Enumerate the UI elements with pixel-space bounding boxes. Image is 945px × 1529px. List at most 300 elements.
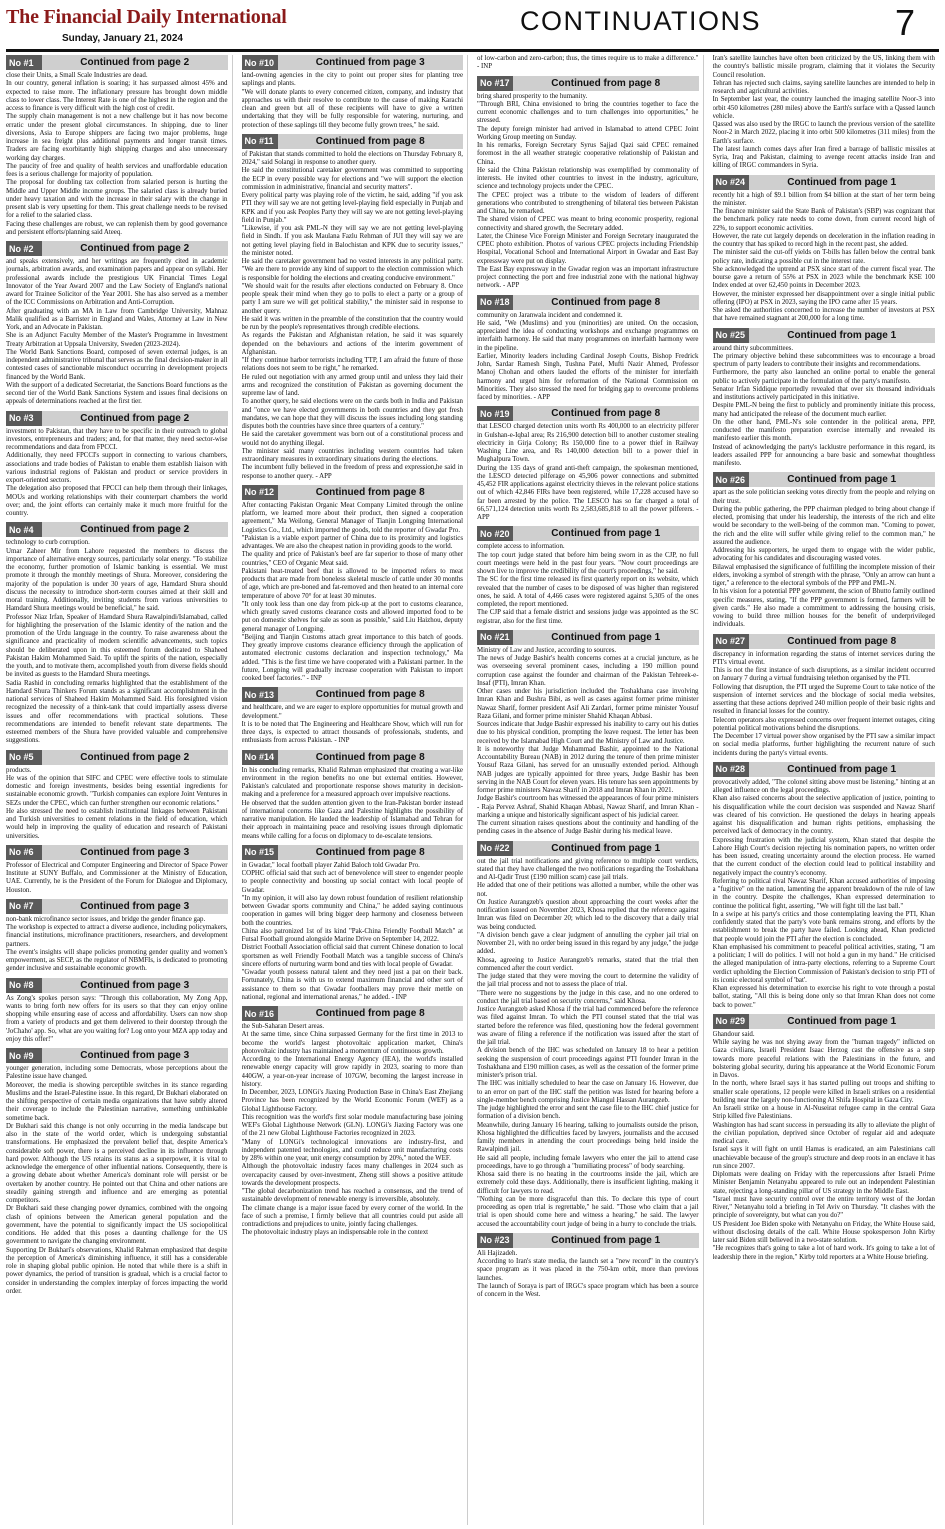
paper-name: The Financial Daily International <box>6 6 287 28</box>
article-paragraph: In his remarks, Foreign Secretary Syrus Sajjad Qazi said CPEC remained foremost in the all weather strategic cooperative relationship of Pakistan and China. <box>477 142 699 166</box>
article-paragraph: The climate change is a major issue faced by every corner of the world. In the face of such a premise, I firmly believe that all countries could put aside all contradictions and prejudices to unite, jointly facing challenges. <box>241 1204 463 1228</box>
article-paragraph: close their Units, a Small Scale Industries are dead. <box>6 72 148 79</box>
article-number: No #16 <box>242 1006 278 1021</box>
article <box>6 411 228 519</box>
article-number: No #5 <box>6 750 42 765</box>
article-paragraph: In December, 2023, LONGi's Jiaxing Production Base in China's East Zhejiang Province has been recognized by the World Economic Forum (WEF) as a Global Lighthouse Factory. <box>241 1089 463 1113</box>
article-paragraph: Khan expressed his determination to exercise his right to vote through a postal ballot, stating, "All this is being done only so that Imran Khan does not come back to power." <box>712 985 935 1009</box>
article-paragraph: Referring to political rival Nawaz Sharif, Khan accused authorities of imposing a "fugitive" on the nation, lamenting the apparent breakdown of the rule of law in the country. Despite the challenges, Khan expressed determination to continue the political fight, asserting, "We will fight till the last ball." <box>712 877 935 910</box>
masthead-rule <box>6 49 939 52</box>
article-paragraph: He said the constitutional caretaker government was committed to supporting the ECP in every possible way for elections and "we will support the election commission in administrative, financial and security matters". <box>241 167 463 191</box>
article-number: No #21 <box>477 630 513 645</box>
article-paragraph: land-owning agencies in the city to point out proper sites for planting tree saplings and plants. <box>241 72 463 88</box>
article-header <box>713 472 936 487</box>
article-body <box>477 55 699 72</box>
article-body <box>713 489 936 629</box>
article-paragraph: "Beijing and Tianjin Customs attach great importance to this batch of goods. They greatly improve customs clearance efficiency through the application of automated electronic customs declaration and inspection technology," Ma added. "This is the first time we have cooperated with a Pakistani partner. In the future, Longping will gradually increase cooperation with Pakistan to import cooked beef factories." - INP <box>241 633 463 682</box>
continued-from-label: Continued from page 1 <box>513 841 699 856</box>
article-paragraph: On the other hand, PML-N's sole contender in the political arena, PPP, conducted the manifesto preparation exercise internally and revealed its manifesto earlier this month. <box>712 418 935 443</box>
article-header <box>6 1048 228 1063</box>
continued-from-label: Continued from page 1 <box>513 1233 699 1248</box>
article-paragraph: In his vision for a potential PPP government, the scion of Bhutto family outlined specific measures, stating, "If the PPP government is formed, farmers will be given cards." He also made a commitment to addressing the housing crisis, vowing to build three million houses for the benefit of underprivileged individuals. <box>712 588 935 629</box>
article-header <box>477 1233 699 1248</box>
article-number: No #3 <box>6 411 42 426</box>
article-number: No #27 <box>713 634 749 649</box>
article-paragraph: Instead of acknowledging the party's lacklustre performance in this regard, its leaders assailed PPP for announcing a bare basic and somewhat thoughtless manifesto. <box>712 443 935 467</box>
article-paragraph: Umar Zaheer Mir from Lahore requested the members to discuss the importance of alternative energy sources, particularly solar energy. "To stabilize the economy, further promotion of Islamic banking is essential. We must promote it through the monthly meetings of Shura. Moreover, considering the majority of the population is under 30 years of age, Hamdard Shura should discuss the necessity to introduce short-term courses aimed at their skill and moral training. Additionally, inviting students from various universities to Hamdard Shura meetings would be beneficial," he said. <box>6 547 228 613</box>
article-paragraph: bring shared prosperity to the humanity. <box>477 92 588 100</box>
continued-from-label: Continued from page 2 <box>42 411 228 426</box>
article-paragraph: "Many of LONGi's technological innovations are industry-first, and independent patented technologies, and could reduce unit manufacturing costs by 28% within one year, unit energy consumption by 20%," noted the WEF. <box>241 1138 463 1162</box>
article-body <box>6 539 228 745</box>
article <box>477 406 699 522</box>
article <box>713 55 936 171</box>
column-2 <box>242 55 469 1525</box>
article-body <box>6 995 228 1045</box>
article-header <box>477 295 699 310</box>
article-body <box>6 1065 228 1296</box>
article-paragraph: China also patronized 1st of its kind "Pak-China Friendly Football Match" at Futsal Football ground alongside Marine Drive on September 14, 2022. <box>241 927 463 943</box>
article-paragraph: The minister said many countries including western countries had taken extraordinary measures in extraordinary situations during the elections. <box>241 447 463 463</box>
continued-from-label: Continued from page 3 <box>42 899 228 914</box>
article-paragraph: Following that disruption, the PTI urged the Supreme Court to take notice of the suspension of internet services and the blockage of social media websites, asserting that these actions deprived 240 million people of their basic rights and resulted in financial losses for the country. <box>712 683 935 716</box>
article-paragraph: She is an Adjunct Faculty Member of the Master's Programme in Investment Treaty Arbitration at Uppsala University, Sweden (2023-2024). <box>6 332 228 348</box>
article <box>713 472 936 629</box>
article-paragraph: The proposal for doubling tax collection from salaried person is hurting the Middle and Upper Middle income groups. The salaried class is already buried under heavy taxation and with the increase in their salary with the change in present slab is very upsetting for them. This great challenge needs to be revised for a relief to the salaried class. <box>6 179 228 220</box>
article-paragraph: "If they continue harbor terrorists including TTP, I am afraid the future of those relations does not seem to be right," he remarked. <box>241 357 463 373</box>
article-body <box>242 72 464 130</box>
article <box>6 1048 228 1296</box>
article-number: No #20 <box>477 526 513 541</box>
article-header <box>6 845 228 860</box>
article-paragraph: The quality and price of Pakistan's beef are far superior to those of many other countries," CEO of Organic Meat said. <box>241 551 463 567</box>
article-number: No #6 <box>6 845 42 860</box>
article-paragraph: The event's insights will shape policies promoting gender quality and women's empowerment, as SECP, as the regulator of NBMFIs, is dedicated to promoting gender inclusive and sustainable economic growth. <box>6 948 228 973</box>
article-paragraph: US President Joe Biden spoke with Netanyahu on Friday, the White House said, without disclosing details of the call. White House spokesperson John Kirby later said Biden still believed in a two-state solution. <box>712 1220 935 1244</box>
article-header <box>242 55 464 70</box>
article <box>242 485 464 684</box>
article-paragraph: The shared vision of CPEC was meant to bring economic prosperity, regional connectivity and shared growth, the Secretary added. <box>477 216 699 232</box>
page-number: 7 <box>895 2 916 43</box>
article-paragraph: Meanwhile, during January 16 hearing, talking to journalists outside the prison, Khosa highlighted the difficulties faced by lawyers, journalists and the accused family members in attending the court proceedings being held inside the Rawalpindi jail. <box>477 1121 699 1154</box>
continued-from-label: Continued from page 8 <box>278 750 464 765</box>
continued-from-label: Continued from page 1 <box>513 630 699 645</box>
article-paragraph: The photovoltaic industry plays an indispensable role in the context <box>241 1229 429 1237</box>
column-4 <box>713 55 940 1525</box>
article-body <box>713 345 936 469</box>
article-body <box>477 1250 699 1300</box>
article-header <box>713 762 936 777</box>
article-paragraph: "Israel must have security control over the entire territory west of the Jordan River," Netanyahu told a briefing in Tel Aviv on Thursday. "It clashes with the principle of sovereignty, but what can you do?" <box>712 1195 935 1220</box>
article-header <box>713 1014 936 1029</box>
article-paragraph: Furthermore, the party also launched an online portal to enable the general public to actively participate in the formulation of the party's manifesto. <box>712 369 935 385</box>
article-paragraph: The primary objective behind these subcommittees was to encourage a broad spectrum of party leaders to contribute their insights and recommendations. <box>712 352 935 368</box>
article-paragraph: "He recognizes that's going to take a lot of hard work. It's going to take a lot of leadership there in the region," Kirby told reporters at a White House briefing. <box>712 1245 935 1261</box>
article-paragraph: It is to be noted that The Engineering and Healthcare Show, which will run for three days, is expected to attract thousands of professionals, students, and enthusiasts from across Pakistan. - INP <box>241 720 463 745</box>
article-paragraph: At the same time, since China surpassed Germany for the first time in 2013 to become the world's largest photovoltaic application market, China's photovoltaic industry has maintained a momentum of continuous growth. <box>241 1031 463 1055</box>
article-paragraph: A division bench of the IHC was scheduled on January 18 to hear a petition seeking the suspension of court proceedings against PTI founder Imran in the Toshakhana and £190 million cases, as well as the cessation of the former prime minister's prison trial. <box>477 1047 699 1079</box>
article-paragraph: The delegation also proposed that FPCCI can help them through their linkages, MOUs and working relationships with their counterpart chambers the world over; and, the joint efforts can certainly make it much more fruitful for the country. <box>6 485 228 517</box>
article-number: No #18 <box>477 295 513 310</box>
article-paragraph: The supply chain management is not a new challenge but it has now become erratic under the present global circumstances. In shipping, due to liner diversions, Asia to Europe shippers are facing two major problems, huge increase in sea freight plus additional payments and longer transit times. Traders are facing exorbitantly high shipping charges and also unnecessary working day charges. <box>6 113 228 162</box>
continued-from-label: Continued from page 8 <box>278 687 464 702</box>
article-header <box>477 630 699 645</box>
article-paragraph: According to Iran's state media, the launch set a "new record" in the country's space program as it was placed in the 750-km orbit, more than previous launches. <box>477 1258 699 1282</box>
article <box>6 241 228 407</box>
article-paragraph: provocatively added, "The colonel sitting above must be listening," hinting at an alleged influence on the legal proceedings. <box>712 778 935 794</box>
article-body <box>6 258 228 407</box>
article-paragraph: Iran's satellite launches have often been criticized by the US, linking them with the country's ballistic missile program, claiming that it violates the Security Council resolution. <box>712 55 935 79</box>
article-number: No #9 <box>6 1048 42 1063</box>
article-number: No #13 <box>242 687 278 702</box>
article-paragraph: Pakistani heat-treated beef that is allowed to be imported refers to meat products that are made from boneless skeletal muscle of cattle under 30 months of age, which are pre-boned and fat-removed and then heated to an internal core temperature of above 70° for at least 30 minutes. <box>241 567 463 600</box>
article <box>477 526 699 626</box>
article-paragraph: recently hit a high of $9.1 billion from $4 billion at the start of her term being the minister. <box>712 191 935 207</box>
article-paragraph: The judge highlighted the error and sent the case file to the IHC chief justice for formation of a division bench. <box>477 1105 699 1121</box>
article-number: No #25 <box>713 328 749 343</box>
article <box>477 841 699 1229</box>
article-paragraph: Facing these challenges are robust, we can replenish them by good governance and persistent efforts/planning said Ateeq. <box>6 220 228 236</box>
article-paragraph: of Pakistan that stands committed to hold the elections on Thursday February 8, 2024," said Solangi in response to another query. <box>241 150 463 166</box>
article-number: No #15 <box>242 845 278 860</box>
article <box>6 750 228 841</box>
article-paragraph: The deputy foreign minister had arrived in Islamabad to attend CPEC Joint Working Group meeting on Sunday. <box>477 125 699 141</box>
issue-date: Sunday, January 21, 2024 <box>62 33 183 44</box>
article-paragraph: The workshop is expected to attract a diverse audience, including policymakers, financial institutions, microfinance practitioners, researchers, and development partners. <box>6 924 228 948</box>
article-paragraph: According to the International Energy Agency (IEA), the world's installed renewable energy capacity will grow rapidly in 2023, soaring to more than 440GW, a year-on-year increase of 107GW, becoming the largest increase in history. <box>241 1056 463 1088</box>
article-header <box>242 750 464 765</box>
masthead <box>0 0 945 58</box>
continued-from-label: Continued from page 2 <box>42 750 228 765</box>
article <box>713 328 936 469</box>
article-number: No #29 <box>713 1014 749 1029</box>
article-paragraph: He said, "We (Muslims) and you (minorities) are united. On the occasion, appreciated the idea of conducting workshops and exchange programmes on interfaith harmony. He said that many programmes on interfaith harmony were in the pipeline. <box>477 319 699 352</box>
article-paragraph: in Gwadar," local football player Zahid Baloch told Gwadar Pro. <box>241 861 420 869</box>
article-paragraph: He also stressed the need to establish institutional linkages between Pakistani and Turkish universities to cement relations in the field of education, which would help in improving the quality of education and research of Pakistani universities. <box>6 807 228 840</box>
article <box>242 1006 464 1238</box>
article-header <box>6 978 228 993</box>
article-paragraph: He said the caretaker government had no vested interests in any political party. "We are there to provide any kind of support to the election commission which is responsible for holding the elections and creating conducive environment." <box>241 258 463 282</box>
column-3 <box>477 55 704 1525</box>
article-paragraph: The judge stated that they were moving the court to determine the validity of the jail trial process and not to assess the place of trial. <box>477 973 699 989</box>
article-paragraph: The top court judge stated that before him being sworn in as the CJP, no full court meetings were held in the past four years. "Now court proceedings are shown live to improve the credibility of the court's proceedings," he said. <box>477 551 699 575</box>
article-paragraph: To another query, he said elections were on the cards both in India and Pakistan and "once we have elected governments in both countries and they got fresh mandates, we can hope that they will discuss the issues including long standing disputes both the countries have since three quarters of a century." <box>241 398 463 430</box>
article-paragraph: Ghandour said. <box>712 1030 755 1038</box>
article-number: No #26 <box>713 472 749 487</box>
article-paragraph: The East Bay expressway in the Gwadar region was an important infrastructure project connecting the port and free industrial zone with the national highway network. - APP <box>477 265 699 290</box>
article-paragraph: In his concluding remarks, Khalid Rahman emphasized that creating a war-like environment in the region benefits no one but external entities. However, Pakistan's calculated and proportionate response shows maturity in decision-making and a preference for a measured approach over impulsive reactions. <box>241 766 463 799</box>
article-number: No #7 <box>6 899 42 914</box>
article-paragraph: Judge Bashir's courtroom has witnessed the appearances of four prime ministers - Raja Pervez Ashraf, Shahid Khaqan Abbasi, Nawaz Sharif, and Imran Khan - marking a unique and historically significant aspect of his judicial career. <box>477 795 699 819</box>
article-paragraph: "In my opinion, it will also lay down robust foundation of resilient relationship between Gwadar sports community and China," he added saying continuous cooperation in games will bring bigger deep harmony and closeness between both the countries. <box>241 894 463 927</box>
article-paragraph: apart as the sole politician seeking votes directly from the people and relying on their trust. <box>712 489 935 505</box>
article-paragraph: and healthcare, and we are eager to explore opportunities for mutual growth and development." <box>241 704 463 720</box>
article-paragraph: An Israeli strike on a house in Al-Nuseirat refugee camp in the central Gaza Strip killed five Palestinians. <box>712 1105 935 1121</box>
article <box>477 630 699 837</box>
article-paragraph: He added that one of their petitions was allotted a number, while the other was not. <box>477 882 699 898</box>
article <box>6 845 228 895</box>
section-title: CONTINUATIONS <box>520 6 761 36</box>
article-header <box>242 485 464 500</box>
article <box>713 1014 936 1262</box>
article-paragraph: Israel says it will fight on until Hamas is eradicated, an aim Palestinians call unachievable because of the group's structure and deep roots in an enclave it has run since 2007. <box>712 1146 935 1170</box>
article-header <box>242 1006 464 1021</box>
article-header <box>713 634 936 649</box>
article-paragraph: District Football Association official said that current Chinese donation to local sportsmen as well Friendly Football Match was a tangible success of China's sincere efforts of nurturing warm bond and ties with local people of Gwadar. <box>241 944 463 968</box>
article-body <box>713 192 936 324</box>
article <box>242 134 464 481</box>
continued-from-label: Continued from page 2 <box>42 55 228 70</box>
article-paragraph: In our country, general inflation is soaring; it has surpassed almost 45% and expected to raise more. The inflationary pressure has brought down middle class to lower class. The Interest Rate is one of the highest in the region and the access to finance is very difficult with the high cost of credit. <box>6 80 228 112</box>
article-number: No #24 <box>713 175 749 190</box>
continued-from-label: Continued from page 1 <box>513 526 699 541</box>
article-body <box>713 55 936 171</box>
article-paragraph: Additionally, they need FPCCI's support in connecting to various chambers, associations and trade bodies of Pakistan to enable them establish liaison with various industrial regions of Pakistan and product or service providers in export-oriented sectors. <box>6 452 228 484</box>
article-paragraph: The minister said the cut-off yields on T-bills has fallen below the central bank policy rate, indicating a possible cut in the interest rate. <box>712 249 935 265</box>
article-paragraph: community on Jaranwala incident and condemned it. <box>477 311 623 319</box>
article-body <box>242 704 464 745</box>
article-paragraph: Khan emphasised his commitment to peaceful political activities, stating, "I am a politician; I will do politics. I will not hold a gun in my hand." He criticised the alleged manipulation of intra-party elections, referring to a Supreme Court verdict upholding the Election Commission of Pakistan's decision to strip PTI of its iconic electoral symbol of 'bat'. <box>712 943 935 984</box>
article-paragraph: The finance minister said the State Bank of Pakistan's (SBP) was cognizant that the benchmark policy rate needs to come down, from current record high of 22%, to support economic activities. <box>712 208 935 232</box>
article-paragraph: Earlier, Minority leaders including Cardinal Joseph Coutts, Bishop Fredrick John, Sardar Ramesh Singh, Tushna Patel, Mufti Nazir Ahmed, Professor Manoj Chohan and others lauded the efforts of the minister for interfaith harmony and urged him for reformation of the National Commission on Minorities. They also stressed the need for bridging gap to overcome problems faced by minorities. - APP <box>477 352 699 401</box>
continued-from-label: Continued from page 3 <box>42 845 228 860</box>
article-paragraph: The incumbent fully believed in the freedom of press and expression,he said in response to another query. - APP <box>241 464 463 480</box>
article-paragraph: He said all people, including female lawyers who enter the jail to attend case proceedings, have to go through a "humiliating process" of body searching. <box>477 1154 699 1170</box>
article-paragraph: that LESCO charged detection units worth Rs 400,000 to an electricity pilferer in Gulshan-e-Iqbal area; Rs 216,900 detection bill to another customer stealing electricity in Girja Colony; Rs 150,000 fine to a power thief in Railway Washing Line area, and Rs 140,000 detection bill to a power thief in Mughalpura Town. <box>477 423 699 464</box>
article-paragraph: Sources indicate that Judge Bashir expressed his inability to carry out his duties due to his physical condition, prompting the leave request. The letter has been received by the Islamabad High Court and the Ministry of Law and Justice. <box>477 721 699 745</box>
article-number: No #8 <box>6 978 42 993</box>
article-number: No #2 <box>6 241 42 256</box>
continued-from-label: Continued from page 8 <box>513 76 699 91</box>
article-paragraph: The CJP said that a female district and sessions judge was appointed as the SC registrar, also for the first time. <box>477 609 699 625</box>
article-body <box>6 916 228 974</box>
article-paragraph: The December 17 virtual power show organised by the PTI saw a similar impact on social media platforms, further highlighting the recurrent nature of such incidents during the party's virtual events. <box>712 733 935 757</box>
article-paragraph: With the support of a dedicated Secretariat, the Sanctions Board functions as the second tier of the World Bank Sanctions System and issues final decisions on appeals of determinations reached at the first tier. <box>6 381 228 406</box>
article-paragraph: The news of Judge Bashir's health concerns comes at a crucial juncture, as he was overseeing several prominent cases, including a 190 million pound corruption case against the founder and chairman of the Pakistan Tehreek-e-Insaf (PTI), Imran Khan. <box>477 655 699 687</box>
article-number: No #14 <box>242 750 278 765</box>
article-number: No #12 <box>242 485 278 500</box>
article-paragraph: Moreover, the media is showing perceptible switches in its stance regarding Muslims and the Israel-Palestine issue. In this regard, Dr Bukhari elaborated on the shifting perspective of certain media organizations that have subtly altered their coverage to include the Palestinian narrative, something unthinkable sometime back. <box>6 1081 228 1122</box>
article-paragraph: products. <box>6 766 32 774</box>
article-body <box>242 151 464 481</box>
article-body <box>477 423 699 522</box>
article-paragraph: Professor Niaz Irfan, Speaker of Hamdard Shura Rawalpindi/Islamabad, called for highlighting the preservation of the Islamic identity of the nation and the promotion of the Urdu language in the country. To raise awareness about the significance and practicality of modern scientific advancements, such topics should be deliberated upon in this esteemed forum dedicated to Shaheed Pakistan Hakim Mohammed Said. To uplift the spirits of the nation, especially the youth, and to motivate them, accomplished youth from diverse fields should be invited as guests to the Hamdard Shura meetings. <box>6 613 228 679</box>
continued-from-label: Continued from page 8 <box>513 295 699 310</box>
article <box>713 175 936 324</box>
article-paragraph: As regards the Pakistan and Afghanistan relation, he said it was squarely depended on the behaviours and actions of the interim government of Afghanistan. <box>241 332 463 356</box>
article-paragraph: He said it was written in the preamble of the constitution that the country would be run by the people's representatives through credible elections. <box>241 315 463 331</box>
article-body <box>6 72 228 237</box>
article-paragraph: Khosa said there is no heating in the courtrooms inside the jail, which are extremely cold these days. Additionally, there is insufficient lighting, making it difficult for lawyers to read. <box>477 1171 699 1195</box>
article-paragraph: "A division bench gave a clear judgment of annulling the cypher jail trial on November 21, with no order being issued in this regard by any judge," the judge added. <box>477 931 699 956</box>
article-number: No #23 <box>477 1233 513 1248</box>
article-paragraph: Khosa, agreeing to Justice Aurangzeb's remarks, stated that the trial then commenced after the court verdict. <box>477 956 699 972</box>
article <box>242 845 464 1002</box>
article-paragraph: technology to curb corruption. <box>6 539 90 547</box>
article-paragraph: Qassed was also used by the IRGC to launch the previous version of the satellite Noor-2 in March 2022, placing it into orbit 500 kilometres (311 miles) from the Earth's surface. <box>712 121 935 145</box>
article-paragraph: The current situation raises questions about the continuity and handling of the pending cases in the absence of Judge Bashir during his medical leave. <box>477 820 699 836</box>
article-header <box>6 241 228 256</box>
article-paragraph: During the 135 days of grand anti-theft campaign, the spokesman mentioned, the LESCO detected pilferage on 45,906 power connections and submitted 45,452 FIR applications against electricity thieves in the relevant police stations out of which 42,846 FIRs have been registered, while 17,228 accused have so far been arrested by the police. The LESCO has so far charged a total of 66,571,124 detection units worth Rs 2,583,685,818 to all the power pilferers. - APP <box>477 464 699 521</box>
article-header <box>6 55 228 70</box>
article-body <box>477 858 699 1229</box>
article <box>242 750 464 841</box>
article-body <box>6 862 228 895</box>
article-paragraph: On Justice Aurangzeb's question about approaching the court weeks after the notification issued on November 2023, Khosa replied that the reference against Imran was filed on December 20; which led to the discovery that a daily trial was being conducted. <box>477 898 699 931</box>
article-body <box>6 428 228 519</box>
article-paragraph: He said the caretaker government was born out of a constitutional process and would not do anything illegal. <box>241 431 463 447</box>
article-paragraph: The IHC was initially scheduled to hear the case on January 16. However, due to an error on part of the IHC staff the petition was listed for hearing before a single-member bench comprising Justice Miangul Hassan Aurangzeb. <box>477 1080 699 1104</box>
article-number: No #10 <box>242 55 278 70</box>
article-paragraph: Telecom operators also expressed concerns over frequent internet outages, citing potential political motivations behind the disruptions. <box>712 716 935 732</box>
article-body <box>242 502 464 684</box>
article-paragraph: Sadia Rashid in concluding remarks highlighted that the establishment of the Hamdard Shura Thinkers Forum stands as a significant accomplishment in the national services of Shaheed Hakim Mohammed Said. His foresighted vision recognized the necessity of a think-tank that could impartially assess diverse issues and offer recommendations with practical solutions. These recommendations are intended to benefit relevant state departments. The esteemed members of the Shura have provided valuable and comprehensive suggestions. <box>6 679 228 745</box>
article-paragraph: Washington has had scant success in persuading its ally to alleviate the plight of the civilian population, deprived since October of regular aid and adequate medical care. <box>712 1121 935 1145</box>
article-paragraph: non-bank microfinance sector issues, and bridge the gender finance gap. <box>6 915 206 923</box>
article <box>6 522 228 745</box>
article-body <box>242 1023 464 1238</box>
article-paragraph: "We should wait for the results after elections conducted on February 8. Once people speak their mind when they go to polls to elect a party or a group of party I am sure we will get political stability," the minister said in response to another query. <box>241 282 463 315</box>
article-paragraph: younger generation, including some Democrats, whose perceptions about the Palestine issue have changed. <box>6 1065 228 1081</box>
article-number: No #11 <box>242 134 278 149</box>
article-columns <box>6 55 939 1525</box>
continued-from-label: Continued from page 8 <box>278 845 464 860</box>
article-paragraph: "Pakistan is a viable export partner of China due to its proximity and logistics advantages. We are also the cheapest nation in providing goods to the world. <box>241 534 463 550</box>
article-paragraph: Despite PML-N being the first to publicly and prominently initiate this process, many had anticipated the release of the document much earlier. <box>712 402 935 418</box>
article-body <box>242 767 464 841</box>
article-header <box>242 687 464 702</box>
article-paragraph: "Likewise, if you ask PML-N they will say we are not getting level-playing field in Sindh. If you ask Maulana Fazlu Rehman of JUI they will say we are not getting level playing field in Balochistan and KPK due to security issues," the minister noted. <box>241 225 463 257</box>
article-paragraph: Diplomats were dealing on Friday with the repercussions after Israeli Prime Minister Benjamin Netanyahu appeared to rule out an independent Palestinian state, rejecting a long-standing pillar of US strategy in the Middle East. <box>712 1171 935 1195</box>
article-paragraph: In the north, where Israel says it has started pulling out troops and shifting to smaller scale operations, 12 people were killed in Israeli strikes on a residential building near the largely non-functioning Al Shifa Hospital in Gaza City. <box>712 1080 935 1104</box>
article-body <box>6 767 228 841</box>
article <box>6 55 228 237</box>
article-paragraph: Later, the Chinese Vice Foreign Minister and Foreign Secretary inaugurated the CPEC photo exhibition. Photos of various CPEC projects including Friendship Hospital, Vocational School and International Airport in Gwadar and East Bay expressway were put on display. <box>477 232 699 265</box>
article-header <box>6 522 228 537</box>
continued-from-label: Continued from page 8 <box>278 485 464 500</box>
article-paragraph: Expressing frustration with the judicial system, Khan stated that despite the Lahore High Court's decision rejecting his nomination papers, no written order has been issued, creating uncertainty around the election process. He warned that the current conduct of the election could lead to political instability and negatively impact the country's economy. <box>712 836 935 877</box>
continued-from-label: Continued from page 1 <box>749 1014 936 1029</box>
article-paragraph: around thirty subcommittees. <box>712 344 794 352</box>
article-paragraph: The paucity of free and quality of health services and unaffordable education fees is a serious challenge for majority of population. <box>6 162 228 178</box>
article <box>6 978 228 1045</box>
article-paragraph: the Sub-Saharan Desert areas. <box>241 1023 325 1030</box>
article-paragraph: Tehran has rejected such claims, saying satellite launches are intended to help in research and agricultural activities. <box>712 79 935 95</box>
article-paragraph: discrepancy in information regarding the status of internet services during the PTI's virtual event. <box>712 650 935 666</box>
article-body <box>242 862 464 1002</box>
continued-from-label: Continued from page 2 <box>42 241 228 256</box>
article <box>242 687 464 745</box>
article-number: No #1 <box>6 55 42 70</box>
article-paragraph: The CPEC project was a tribute to the wisdom of leaders of different generations who contributed to strengthening of bilateral ties between Pakistan and China, he remarked. <box>477 191 699 215</box>
article-header <box>6 411 228 426</box>
article <box>477 76 699 291</box>
article-paragraph: In September last year, the country launched the imaging satellite Noor-3 into orbit 450 kilometres (280 miles) above the Earth's surface with a Qassed launch vehicle. <box>712 96 935 120</box>
article-paragraph: "It only took less than one day from pick-up at the port to customs clearance, which greatly saved customs clearance costs and allowed imported food to be put on domestic shelves for sale as soon as possible," said Liu Haizhou, deputy general manager of Longping. <box>241 600 463 633</box>
continued-from-label: Continued from page 1 <box>749 472 936 487</box>
article-paragraph: Dr Bukhari said these changing power dynamics, combined with the ongoing clash of opinions between the American general population and the government, have the potential to significantly impact the US sociopolitical conditions. He added that this poses a daunting challenge for the US government to navigate the changing environment. <box>6 1205 228 1246</box>
article <box>477 55 699 72</box>
article <box>6 899 228 974</box>
article-paragraph: "The global decarbonization trend has reached a consensus, and the trend of sustainable development of renewable energy is irreversible, absolutely. <box>241 1188 463 1204</box>
article-header <box>242 845 464 860</box>
article-paragraph: Justice Aurangzeb asked Khosa if the trial had commenced before the reference was filed against Imran. To which the PTI counsel stated that the trial was started before the reference was filed, questioning how the federal government was aware of filing a reference if the notification was issued after the start of the jail trial. <box>477 1006 699 1046</box>
article-paragraph: Addressing his supporters, he urged them to engage with the wider public, advocating for his candidates and discouraging wasted votes. <box>712 547 935 563</box>
article-header <box>477 841 699 856</box>
article-paragraph: out the jail trial notifications and giving reference to multiple court verdicts, stated that they have challenged the two notifications regarding the Toshakhana and Al-Qadir Trust (£190 million scam) case jail trials. <box>477 857 699 881</box>
article-paragraph: During the public gathering, the PPP chairman pledged to bring about change if elected, promising that under his leadership, the interests of the rich and elite would be secondary to the well-being of the common man. "Coming to power, the rich and the elite will suffer while giving relief to the common man," he assured the audience. <box>712 505 935 546</box>
article-header <box>477 406 699 421</box>
article-paragraph: Professor of Electrical and Computer Engineering and Director of Space Power Institute at SUNY Buffalo, and Commissioner at the Ministry of Education, UAE. Currently, he is the President of the Forum for Dialogue and Diplomacy, Houston. <box>6 861 228 894</box>
article-header <box>477 76 699 91</box>
article-paragraph: of low-carbon and zero-carbon; thus, the times require us to make a difference." - INP <box>477 55 699 71</box>
continued-from-label: Continued from page 8 <box>278 1006 464 1021</box>
article-paragraph: and speaks extensively, and her writings are frequently cited in academic journals, arbitration awards, and examination papers and appear on syllabi. Her professional awards include the prestigious UK Financial Times Legal Innovator of the Year Award 2007 and the Law Society of England's national award for Trainee Solicitor of the Year 2001. She has also served as a member of the ICC Commissions on Arbitration and Anti-Corruption. <box>6 258 228 307</box>
article-paragraph: While saying he was not shying away from the "human tragedy" inflicted on Gaza civilians, Israeli President Isaac Herzog cast the offensive as a step towards more peaceful relations with the Palestinians in the future, and bolstering global security, during his appearance at the World Economic Forum in Davos. <box>712 1039 935 1079</box>
continued-from-label: Continued from page 1 <box>749 762 936 777</box>
article-paragraph: He observed that the sudden attention given to the Iran-Pakistan border instead of international concerns like Gaza and Palestine highlights the possibility of narrative manipulation. He lauded the leadership of Islamabad and Tehran for their approach in maintaining peace and resolving issues through diplomatic means while calling for a focus on diplomacy to de-escalate tensions. <box>241 799 463 840</box>
article-header <box>713 328 936 343</box>
continued-from-label: Continued from page 1 <box>749 175 936 190</box>
article <box>242 55 464 130</box>
article-paragraph: COPHC official said that such act of benevolence will steer to engender people to people connectivity and boosting up social contact with local people of Gwadar. <box>241 870 463 894</box>
article-paragraph: "Nothing can be more disgraceful than this. To declare this type of court proceeding as open trial is regrettable," he said. "Those who claim that a jail trial is open should come here and witness a hearing," he said. The lawyer accused the accountability court judge of being in a hurry to conclude the trials. <box>477 1195 699 1228</box>
continued-from-label: Continued from page 8 <box>278 134 464 149</box>
article-paragraph: Ministry of Law and Justice, according to sources. <box>477 646 617 654</box>
article-paragraph: Ali Hajizadeh. <box>477 1249 518 1257</box>
article-header <box>242 134 464 149</box>
article-paragraph: Khan also raised concerns about the selective application of justice, pointing to his disqualification while the court decision was suspended and Nawaz Sharif was cleared of his conviction. He questioned the delays in hearing appeals against his disqualification and human rights petitions, emphasising the perceived lack of democracy in the country. <box>712 795 935 836</box>
article-header <box>6 899 228 914</box>
article-paragraph: Supporting Dr Bukhari's observations, Khalid Rahman emphasized that despite the perception of America's diminishing influence, it still has a considerable role in shaping global public opinion. He noted that while there is a shift in power dynamics, the period of transition is gradual, which is a crucial factor to consider in understanding the complex interplay of forces impacting the world order. <box>6 1246 228 1295</box>
article-paragraph: She acknowledged the uptrend at PSX since start of the current fiscal year. The bourse gave a return of 55% at PSX in 2023 while the benchmark KSE 100 Index ended at over 62,450 points in December 2023. <box>712 265 935 290</box>
article-header <box>6 750 228 765</box>
article <box>477 295 699 403</box>
article-paragraph: investment to Pakistan, that they have to be specific in their outreach to global investors, entrepreneurs and traders; and, for that matter, they need sector-wise recommendations and data from FPCCI. <box>6 427 228 451</box>
article-paragraph: Other cases under his jurisdiction included the Toshakhana case involving Imran Khan and Bushra Bibi, as well as cases against former prime minister Nawaz Sharif, former president Asif Ali Zardari, former prime minister Yousuf Raza Gilani, and former prime minister Shahid Khaqan Abbasi. <box>477 688 699 720</box>
article-paragraph: This recognition was the world's first solar module manufacturing base joining WEF's Global Lighthouse Network (GLN). LONGi's Jiaxing Factory was one of the 21 new Global Lighthouse Factories recognized in 2023. <box>241 1113 463 1138</box>
article-body <box>713 779 936 1010</box>
article-number: No #17 <box>477 76 513 91</box>
article <box>713 634 936 758</box>
article <box>477 1233 699 1300</box>
article-header <box>713 175 936 190</box>
continued-from-label: Continued from page 3 <box>278 55 464 70</box>
article-paragraph: Although the photovoltaic industry faces many challenges in 2024 such as overcapacity caused by over-investment, Zheng still shows a positive attitude towards the development prospects. <box>241 1163 463 1187</box>
article-paragraph: He said the China Pakistan relationship was exemplified by commonality of interests. He invited other countries to invest in the industry, agriculture, science and technology projects under the CPEC. <box>477 166 699 191</box>
article-body <box>477 312 699 403</box>
article-paragraph: This is not the first instance of such disruptions, as a similar incident occurred on January 7 during a virtual fundraising telethon organised by the PTI. <box>712 667 935 683</box>
article-paragraph: "Gwadar youth possess natural talent and they need just a pat on their back. Fortunately, China is with us to extend maximum financial and other sort of assistance to them so that Gwadar footballers may prove their mettle on national, regional and international arenas," he added. - INP <box>241 969 463 1001</box>
article-paragraph: "Through BRI, China envisioned to bring the countries together to face the current economic challenges and to turn challenges into opportunities," he stressed. <box>477 100 699 125</box>
article-paragraph: It is noteworthy that Judge Muhammad Bashir, appointed to the National Accountability Bureau (NAB) in 2012 during the tenure of then prime minister Yousuf Raza Gilani, has served for an unusually extended period. Although NAB judges are typically appointed for three years, Judge Bashir has been serving in the NAB Court for eleven years. His tenure has seen appointments by former prime ministers Nawaz Sharif in 2018 and Imran Khan in 2021. <box>477 745 699 794</box>
article-paragraph: He was of the opinion that SIFC and CPEC were effective tools to stimulate domestic and foreign investments, besides being essential ingredients for sustainable economic growth. "Turkish companies can explore Joint Ventures in SEZs under the CPEC, which can further strengthen our economic relations." <box>6 774 228 807</box>
continued-from-label: Continued from page 8 <box>513 406 699 421</box>
article-number: No #4 <box>6 522 42 537</box>
article-paragraph: In a swipe at his party's critics and those contemplating leaving the PTI, Khan confidently stated that the party's vote bank remains strong, and efforts by the establishment to break the party have failed. Looking ahead, Khan predicted that people would join the PTI after the election is concluded. <box>712 910 935 943</box>
article-paragraph: As Zong's spokes person says: "Through this collaboration, My Zong App, wants to bring forth new offers for its users so that they can enjoy online shopping while ensuring ease of access and affordability. Users can now shop from a variety of products and get them delivered to their doorstep through the 'JoChaho' app. So, what are you waiting for? Log onto your MZA app today and enjoy this offer!" <box>6 994 228 1043</box>
continued-from-label: Continued from page 3 <box>42 978 228 993</box>
article <box>713 762 936 1010</box>
continued-from-label: Continued from page 3 <box>42 1048 228 1063</box>
article-paragraph: After contacting Pakistan Organic Meat Company Limited through the online platform, we learned more about their product, then signed a cooperation agreement," Ma Weilong, General Manager of Tianjin Longping International Logistics Co., Ltd., which imported the goods, told the reporter of Gwadar Pro. <box>241 501 463 534</box>
article-paragraph: "There were no suggestions by the judge in this case, and no one ordered to conduct the jail trial based on security concerns," said Khosa. <box>477 989 699 1005</box>
article-paragraph: However, the minister expressed her disappointment over a single initial public offering (IPO) at PSX in 2023, saying the IPO came after 15 years. <box>712 290 935 306</box>
article-paragraph: Senator Irfan Siddique reportedly revealed that over six thousand individuals and institutions actively participated in this initiative. <box>712 385 935 401</box>
article-body <box>477 647 699 837</box>
article-paragraph: The World Bank Sanctions Board, composed of seven external judges, is an independent administrative tribunal that serves as the final decision-maker in all contested cases of sanctionable misconduct occurring in development projects financed by the World Bank. <box>6 348 228 381</box>
continued-from-label: Continued from page 1 <box>749 328 936 343</box>
